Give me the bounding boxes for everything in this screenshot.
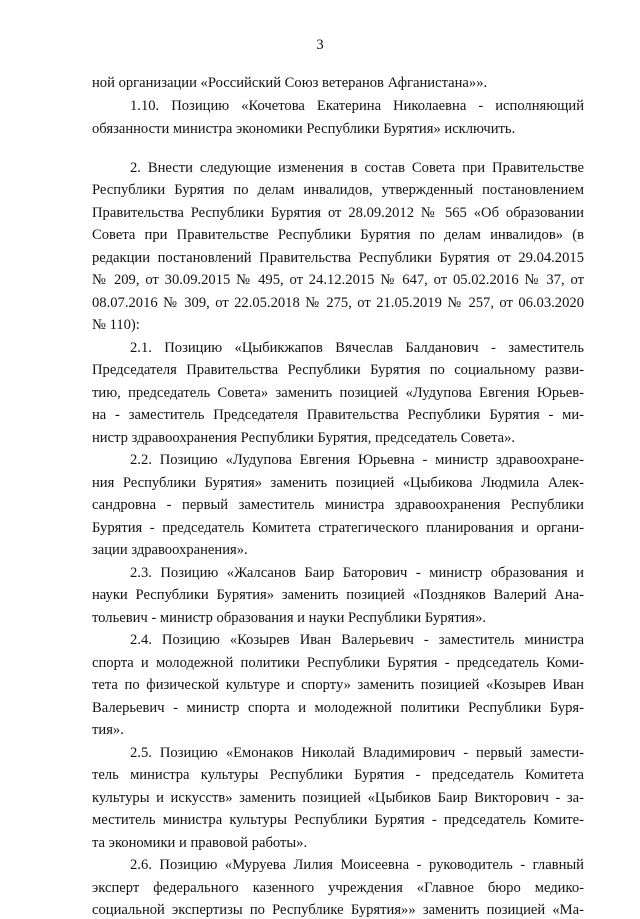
- text-line: 2.3. Позицию «Жалсанов Баир Баторович - министр образования и: [130, 565, 584, 581]
- text-line: редакции постановлений Правительства Республики Бурятия от 29.04.2015: [92, 250, 584, 266]
- text-line: зации здравоохранения».: [92, 542, 248, 558]
- text-line: Республики Бурятия по делам инвалидов, утвержденный постановлением: [92, 182, 584, 198]
- text-line: на - заместитель Председателя Правительства Республики Бурятия - ми-: [92, 407, 584, 423]
- text-line: 2. Внести следующие изменения в состав Совета при Правительстве: [130, 160, 584, 176]
- text-line: 2.6. Позицию «Муруева Лилия Моисеевна - руководитель - главный: [130, 857, 584, 873]
- text-line: № 209, от 30.09.2015 № 495, от 24.12.2015 № 647, от 05.02.2016 № 37, от: [92, 272, 584, 288]
- text-line: меститель министра культуры Республики Бурятия - председатель Комите-: [92, 812, 584, 828]
- text-line: 1.10. Позицию «Кочетова Екатерина Николаевна - исполняющий: [130, 98, 584, 114]
- text-line: тета по физической культуре и спорту» заменить позицией «Козырев Иван: [92, 677, 584, 693]
- text-line: 08.07.2016 № 309, от 22.05.2018 № 275, от 21.05.2019 № 257, от 06.03.2020: [92, 295, 584, 311]
- page-number: 3: [316, 37, 324, 53]
- text-line: тольевич - министр образования и науки Республики Бурятия».: [92, 610, 487, 626]
- text-line: тия».: [92, 722, 124, 738]
- text-line: тию, председатель Совета» заменить позицией «Лудупова Евгения Юрьев-: [92, 385, 584, 401]
- text-line: 2.1. Позицию «Цыбикжапов Вячеслав Балданович - заместитель: [130, 340, 584, 356]
- text-line: культуры и искусств» заменить позицией «Цыбиков Баир Викторович - за-: [92, 790, 584, 806]
- text-line: 2.2. Позицию «Лудупова Евгения Юрьевна - министр здравоохране-: [130, 452, 584, 468]
- text-line: 2.4. Позицию «Козырев Иван Валерьевич - заместитель министра: [130, 632, 584, 648]
- text-line: ния Республики Бурятия» заменить позицией «Цыбикова Людмила Алек-: [92, 475, 584, 491]
- text-line: Совета при Правительстве Республики Бурятия по делам инвалидов» (в: [92, 227, 584, 243]
- text-line: спорта и молодежной политики Республики Бурятия - председатель Коми-: [92, 655, 584, 671]
- text-line: науки Республики Бурятия» заменить позицией «Поздняков Валерий Ана-: [92, 587, 584, 603]
- text-line: 2.5. Позицию «Емонаков Николай Владимирович - первый замести-: [130, 745, 584, 761]
- text-line: социальной экспертизы по Республике Бурятия»» заменить позицией «Ма-: [92, 902, 584, 918]
- text-line: ной организации «Российский Союз ветеранов Афганистана»».: [92, 75, 488, 91]
- text-line: эксперт федерального казенного учреждения «Главное бюро медико-: [92, 880, 584, 896]
- text-line: Бурятия - председатель Комитета стратегического планирования и органи-: [92, 520, 584, 536]
- text-line: Председателя Правительства Республики Бурятия по социальному разви-: [92, 362, 584, 378]
- text-line: Правительства Республики Бурятия от 28.09.2012 № 565 «Об образовании: [92, 205, 584, 221]
- text-line: № 110):: [92, 317, 140, 333]
- text-line: нистр здравоохранения Республики Бурятия, председатель Совета».: [92, 430, 516, 446]
- text-line: сандровна - первый заместитель министра здравоохранения Республики: [92, 497, 584, 513]
- text-line: тель министра культуры Республики Бурятия - председатель Комитета: [92, 767, 584, 783]
- text-line: обязанности министра экономики Республики Бурятия» исключить.: [92, 121, 516, 137]
- text-line: Валерьевич - министр спорта и молодежной политики Республики Буря-: [92, 700, 584, 716]
- text-line: та экономики и правовой работы».: [92, 835, 308, 851]
